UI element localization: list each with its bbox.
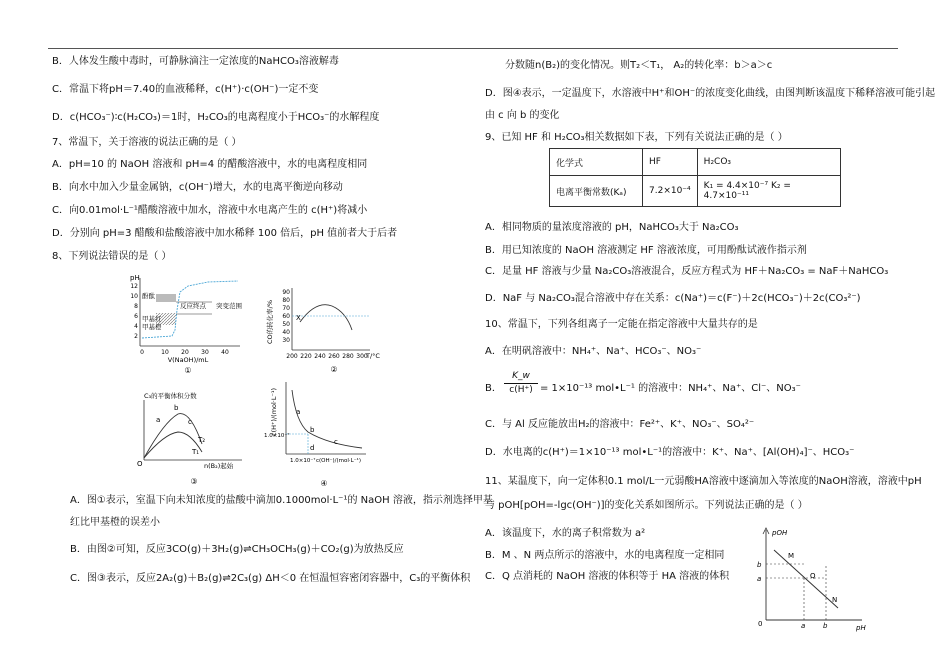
- fig4-point-b: b: [310, 426, 315, 434]
- q8-option-b: B．由图②可知，反应3CO(g)＋3H₂(g)⇌CH₃OCH₃(g)＋CO₂(g)为放热反应: [70, 544, 404, 555]
- table-cell: H₂CO₃: [697, 149, 840, 176]
- fig2-ytick: 70: [282, 305, 290, 312]
- fig4-xtick: 1.0×10⁻⁷: [290, 458, 316, 464]
- figure-1: [128, 270, 246, 375]
- fig4-ylabel: c(H⁺)/(mol·L⁻¹): [270, 387, 278, 436]
- fraction-denominator: c(H⁺): [509, 385, 533, 395]
- fig4-xlabel: c(OH⁻)/(mol·L⁻¹): [316, 458, 361, 464]
- fig1-ytick: 12: [130, 283, 138, 290]
- q8-option-d-line2: 由 c 向 b 的变化: [485, 110, 560, 121]
- fig1-xtick: 30: [201, 349, 209, 356]
- fig2-ylabel: CO的转化率/%: [266, 299, 274, 344]
- fig4-ytick: 1.0×10⁻⁷: [264, 433, 290, 439]
- fig2-xtick: 300: [356, 353, 368, 360]
- fig2-xtick: 280: [342, 353, 354, 360]
- fig2-number: ②: [330, 365, 338, 374]
- fig1-ytick: 10: [130, 293, 138, 300]
- fig1-label-methylorange: 甲基橙: [142, 323, 162, 331]
- q7-option-d: D．分别向 pH=3 醋酸和盐酸溶液中加水稀释 100 倍后，pH 值前者大于后者: [52, 228, 398, 239]
- q10-option-b-fraction: [504, 370, 538, 397]
- fig3-point-b: b: [174, 404, 179, 412]
- fig3-curve-t1-label: T₁: [192, 448, 200, 456]
- q8-option-d-line1: D．图④表示，一定温度下，水溶液中H⁺和OH⁻的浓度变化曲线，由图判断该温度下稀释溶液可能引起: [485, 88, 936, 99]
- q11-option-b: B．M 、N 两点所示的溶液中，水的电离程度一定相同: [485, 550, 725, 561]
- fig3-origin: O: [137, 460, 143, 468]
- q9-option-d: D．NaF 与 Na₂CO₃混合溶液中存在关系：c(Na⁺)＝c(F⁻)＋2c(HCO₃⁻)＋2c(CO₃²⁻): [485, 293, 861, 304]
- fig1-ytick: 6: [134, 313, 138, 320]
- fig2-xtick: 240: [314, 353, 326, 360]
- q9-option-c: C．足量 HF 溶液与少量 Na₂CO₃溶液混合，反应方程式为 HF＋Na₂CO₃ = NaF＋NaHCO₃: [485, 266, 889, 277]
- q10-option-a: A．在明矾溶液中：NH₄⁺、Na⁺、HCO₃⁻、NO₃⁻: [485, 346, 702, 357]
- fig2-ytick: 50: [282, 321, 290, 328]
- fig4-number: ④: [320, 479, 328, 488]
- q11-option-c: C．Q 点消耗的 NaOH 溶液的体积等于 HA 溶液的体积: [485, 571, 730, 582]
- fig11-point-m: M: [788, 552, 795, 560]
- fig11-line: [774, 550, 838, 608]
- table-cell: K₁ = 4.4×10⁻⁷ K₂ = 4.7×10⁻¹¹: [697, 176, 840, 207]
- figure-4: [262, 378, 370, 490]
- q8-option-c-continued: 分数随n(B₂)的变化情况。则T₂＜T₁， A₂的转化率：b＞a＞c: [505, 60, 773, 71]
- fig2-xlabel: T/°C: [366, 352, 380, 360]
- q8-stem: 8、下列说法错误的是（ ）: [52, 251, 172, 262]
- fig2-xtick: 200: [286, 353, 298, 360]
- table-cell: 电离平衡常数(Kₐ): [550, 176, 643, 207]
- fig11-point-q: Q: [810, 572, 816, 580]
- fig2-point-x: X: [296, 314, 301, 322]
- figure-3: [134, 388, 252, 488]
- fig11-point-n: N: [832, 596, 838, 604]
- table-row: [550, 149, 841, 176]
- q9-option-a: A．相同物质的量浓度溶液的 pH，NaHCO₃大于 Na₂CO₃: [485, 222, 739, 233]
- fig1-phenol-band: [156, 294, 176, 302]
- q11-option-a: A．该温度下，水的离子积常数为 a²: [485, 528, 646, 539]
- fig2-ytick: 90: [282, 289, 290, 296]
- fig1-label-methylred: 甲基红: [142, 315, 162, 323]
- fig1-xtick: 20: [181, 349, 189, 356]
- fig2-ytick: 30: [282, 337, 290, 344]
- q7-option-c: C．向0.01mol·L⁻¹醋酸溶液中加水，溶液中水电离产生的 c(H⁺)将减小: [52, 205, 368, 216]
- top-rule: [48, 48, 898, 49]
- fig11-b-y: b: [757, 561, 762, 569]
- q9-table: [549, 148, 841, 207]
- fig4-point-a: a: [296, 408, 301, 416]
- fig1-label-endpoint: 反应终点: [180, 302, 206, 310]
- fig3-number: ③: [190, 477, 198, 486]
- q9-stem: 9、已知 HF 和 H₂CO₃相关数据如下表，下列有关说法正确的是（ ）: [485, 132, 788, 143]
- q7-stem: 7、常温下，关于溶液的说法正确的是（ ）: [52, 137, 242, 148]
- q6-option-b: B．人体发生酸中毒时，可静脉滴注一定浓度的NaHCO₃溶液解毒: [52, 56, 339, 67]
- q6-option-d: D．c(HCO₃⁻)∶c(H₂CO₃)＝1时，H₂CO₃的电离程度小于HCO₃⁻的水解程度: [52, 112, 380, 123]
- fig3-curve-t2-label: T₂: [198, 436, 206, 444]
- fig3-xlabel: n(B₂)起始: [204, 462, 234, 470]
- fig11-b-x: b: [823, 622, 828, 630]
- q10-option-b-prefix: B．: [485, 383, 502, 394]
- fig2-ytick: 40: [282, 329, 290, 336]
- fig3-point-a: a: [156, 416, 161, 424]
- fig1-label-phenol: 酚酞: [142, 292, 155, 300]
- table-cell: 化学式: [550, 149, 643, 176]
- fraction-numerator: K_w: [512, 371, 530, 381]
- q10-option-b: = 1×10⁻¹³ mol•L⁻¹ 的溶液中：NH₄⁺、Na⁺、Cl⁻、NO₃⁻: [540, 383, 801, 394]
- fig1-ylabel: pH: [130, 274, 140, 282]
- q7-option-b: B．向水中加入少量金属钠，c(OH⁻)增大，水的电离平衡逆向移动: [52, 182, 343, 193]
- q6-option-c: C．常温下将pH＝7.40的血液稀释，c(H⁺)·c(OH⁻)一定不变: [52, 84, 319, 95]
- q10-stem: 10、常温下，下列各组离子一定能在指定溶液中大量共存的是: [485, 319, 758, 330]
- fig3-ylabel: C₃的平衡体积分数: [144, 392, 197, 400]
- fig2-ytick: 80: [282, 297, 290, 304]
- fig1-ytick: 2: [134, 333, 138, 340]
- fig11-a-x: a: [801, 622, 806, 630]
- q11-stem-line2: 与 pOH[pOH=-lgc(OH⁻)]的变化关系如图所示。下列说法正确的是（ ）: [485, 500, 808, 511]
- fig1-xtick: 40: [221, 349, 229, 356]
- fig11-origin: 0: [758, 620, 763, 628]
- fig4-point-d: d: [310, 444, 315, 452]
- fig3-point-c: c: [188, 418, 192, 426]
- q8-option-a-line1: A．图①表示，室温下向未知浓度的盐酸中滴加0.1000mol·L⁻¹的 NaOH 溶液，指示剂选择甲基: [70, 495, 493, 506]
- fig1-xtick: 10: [161, 349, 169, 356]
- fig1-xtick: 0: [140, 349, 144, 356]
- table-cell: HF: [643, 149, 698, 176]
- fig4-point-c: c: [334, 438, 338, 446]
- figure-2: [266, 282, 380, 377]
- fig2-xtick: 220: [300, 353, 312, 360]
- fig1-ytick: 4: [134, 323, 138, 330]
- fig2-conversion-curve: [300, 305, 352, 330]
- fig2-xtick: 260: [328, 353, 340, 360]
- fig1-number: ①: [184, 366, 192, 375]
- q8-option-c: C．图③表示，反应2A₂(g)＋B₂(g)⇌2C₃(g) ΔH＜0 在恒温恒容密闭容器中，C₃的平衡体积: [70, 573, 471, 584]
- q8-option-a-line2: 红比甲基橙的误差小: [70, 517, 160, 528]
- fig4-curve: [292, 390, 362, 448]
- fig1-ytick: 8: [134, 303, 138, 310]
- fig1-xlabel: V(NaOH)/mL: [167, 356, 209, 364]
- table-row: [550, 176, 841, 207]
- q11-stem-line1: 11、某温度下，向一定体积0.1 mol/L一元弱酸HA溶液中逐滴加入等浓度的NaOH溶液，溶液中pH: [485, 476, 922, 487]
- figure-q11: [752, 526, 872, 636]
- fig11-xlabel: pH: [856, 624, 866, 632]
- q10-option-d: D．水电离的c(H⁺)＝1×10⁻¹³ mol•L⁻¹的溶液中：K⁺、Na⁺、[Al(OH)₄]⁻、HCO₃⁻: [485, 447, 855, 458]
- q7-option-a: A．pH=10 的 NaOH 溶液和 pH=4 的醋酸溶液中，水的电离程度相同: [52, 159, 368, 170]
- table-cell: 7.2×10⁻⁴: [643, 176, 698, 207]
- fig1-label-jump: 突变范围: [216, 302, 242, 310]
- fig2-ytick: 60: [282, 313, 290, 320]
- q9-option-b: B．用已知浓度的 NaOH 溶液测定 HF 溶液浓度，可用酚酞试液作指示剂: [485, 245, 807, 256]
- fig11-a-y: a: [757, 575, 762, 583]
- fig11-ylabel: pOH: [772, 529, 788, 537]
- q10-option-c: C．与 Al 反应能放出H₂的溶液中：Fe²⁺、K⁺、NO₃⁻、SO₄²⁻: [485, 419, 755, 430]
